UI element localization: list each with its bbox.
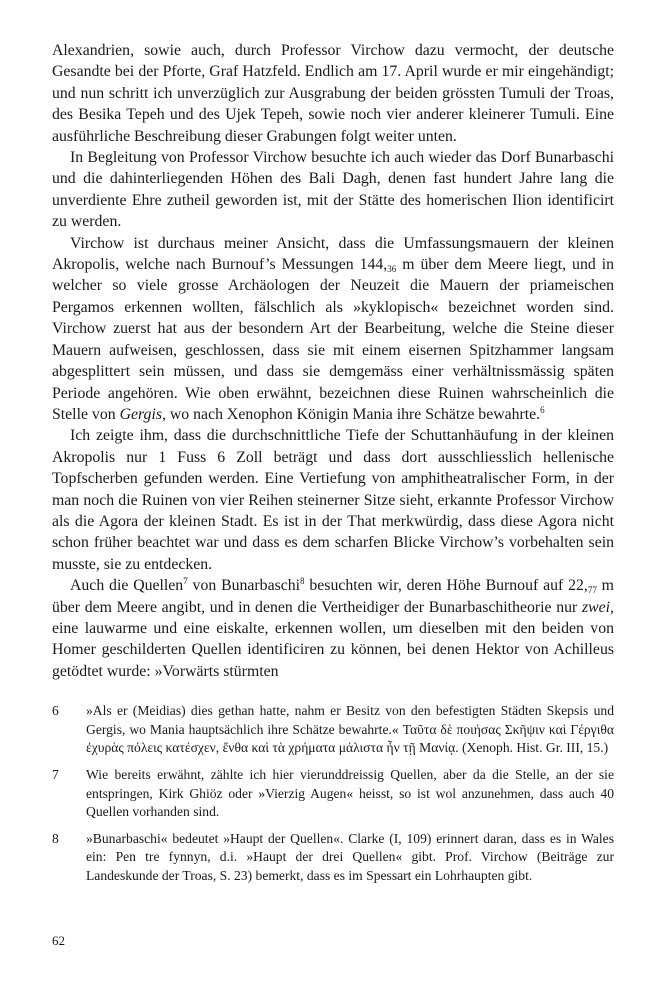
text-run: Virchow ist durchaus meiner Ansicht, dass die Umfassungsmauern der kleinen Akropolis, welche nach Burnouf’s Messungen 144,: [52, 234, 614, 274]
paragraph: [52, 147, 614, 233]
footnote-ref: 6: [540, 404, 545, 415]
book-page: [52, 40, 614, 894]
text-run: eine lauwarme und eine eiskalte, erkennen wollen, um dieselben mit den beiden von Homer geschilderten Quellen identificiren zu können, bei denen Hektor von Achilleus getödtet wurde: »Vorwärts stürmten: [52, 619, 614, 680]
footnote-text: Wie bereits erwähnt, zählte ich hier vierunddreissig Quellen, aber da die Stelle, an der sie entspringen, Kirk Ghiöz oder »Vierzig Augen« heisst, so ist wol anzunehmen, dass auch 40 Quellen vorhanden sind.: [86, 766, 614, 820]
paragraph: [52, 425, 614, 575]
text-run: besuchten wir, deren Höhe Burnouf auf 22,: [304, 577, 588, 595]
footnote-ref: 7: [183, 576, 188, 587]
text-run: Auch die Quellen: [70, 577, 184, 595]
text-run: In Begleitung von Professor Virchow besuchte ich auch wieder das Dorf Bunarbaschi und die dahinterliegenden Höhen des Bali Dagh, denen fast hundert Jahre lang die unverdiente Ehre zutheil geworden ist, mit der Stätte des homerischen Ilion identificirt zu werden.: [52, 149, 614, 231]
footnote-text: »Als er (Meidias) dies gethan hatte, nahm er Besitz von den befestigten Städten Skepsis und Gergis, wo Mania hauptsächlich ihre Schätze bewahrte.« Ταῦτα δὲ ποιήσας Σκῆψιν καὶ Γέργιθα ἐχυρὰς πόλεις κατέσχεν, ἔνθα καὶ τὰ χρήματα μάλιστα ἦν τῇ Μανίᾳ. (Xenoph. Hist. Gr. III, 15.): [86, 703, 614, 756]
subscript-decimal: 77: [587, 585, 597, 596]
body-text: [52, 40, 614, 682]
footnote-number: 8: [52, 830, 59, 846]
footnote-8: [52, 830, 614, 886]
page-number: 62: [52, 933, 65, 948]
text-run: m über dem Meere angibt, und in denen die Vertheidiger der Bunarbaschitheorie nur: [52, 577, 614, 616]
footnote-7: [52, 766, 614, 822]
footnote-number: 7: [52, 766, 59, 782]
text-run: Alexandrien, sowie auch, durch Professor Virchow dazu vermocht, der deutsche Gesandte bei der Pforte, Graf Hatzfeld. Endlich am 17. April wurde er mir eingehändigt; und nun schritt ich unverzüglich zur Ausgrabung der beiden grössten Tumuli der Troas, des Besika Tepeh und des Ujek Tepeh, sowie noch vier anderer kleinerer Tumuli. Eine ausführliche Beschreibung dieser Grabungen folgt weiter unten.: [52, 42, 614, 145]
paragraph: [52, 575, 614, 682]
footnote-6: [52, 702, 614, 758]
paragraph: [52, 233, 614, 426]
italic-text: Gergis,: [119, 405, 166, 423]
footnote-text: »Bunarbaschi« bedeutet »Haupt der Quellen«. Clarke (I, 109) erinnert daran, dass es in Wales ein: Pen tre fynnyn, d.i. »Haupt der drei Quellen« gibt. Prof. Virchow (Beiträge zur Landeskunde der Troas, S. 23) bemerkt, dass es im Spessart ein Lohrhaupten gibt.: [86, 830, 614, 883]
text-run: m über dem Meere liegt, und in welcher so viele grosse Archäologen der Neuzeit die Mauern der priameischen Pergamos erkennen wollten, fälschlich als »kyklopisch« bezeichnet worden sind. Virchow zuerst hat aus der besondern Art der Bearbeitung, welche die Steine dieser Mauern aufweisen, geschlossen, dass sie mit einem eisernen Spitzhammer langsam abgesplittert sein müssen, und dass sie demgemäss einer verhältnissmässig späten Periode angehören. Wie oben erwähnt, bezeichnen diese Ruinen wahrscheinlich die Stelle von: [52, 256, 615, 423]
subscript-decimal: 36: [387, 264, 397, 275]
italic-text: zwei,: [581, 598, 614, 616]
footnote-ref: 8: [300, 576, 305, 587]
footnotes: [52, 702, 614, 885]
text-run: Ich zeigte ihm, dass die durchschnittliche Tiefe der Schuttanhäufung in der kleinen Akropolis nur 1 Fuss 6 Zoll beträgt und dass dort ausschliesslich hellenische Topfscherben gefunden werden. Eine Vertiefung von amphitheatralischer Form, in der man noch die Ruinen von vier Reihen steinerner Sitze sieht, erkannte Professor Virchow als die Agora der kleinen Stadt. Es ist in der That merkwürdig, dass diese Agora nicht schon früher beachtet war und dass es dem scharfen Blicke Virchow’s vorbehalten sein musste, sie zu entdecken.: [52, 427, 614, 573]
footnote-number: 6: [52, 703, 59, 719]
text-run: von Bunarbaschi: [187, 577, 301, 595]
paragraph: [52, 40, 614, 147]
text-run: wo nach Xenophon Königin Mania ihre Schätze bewahrte.: [165, 405, 541, 423]
